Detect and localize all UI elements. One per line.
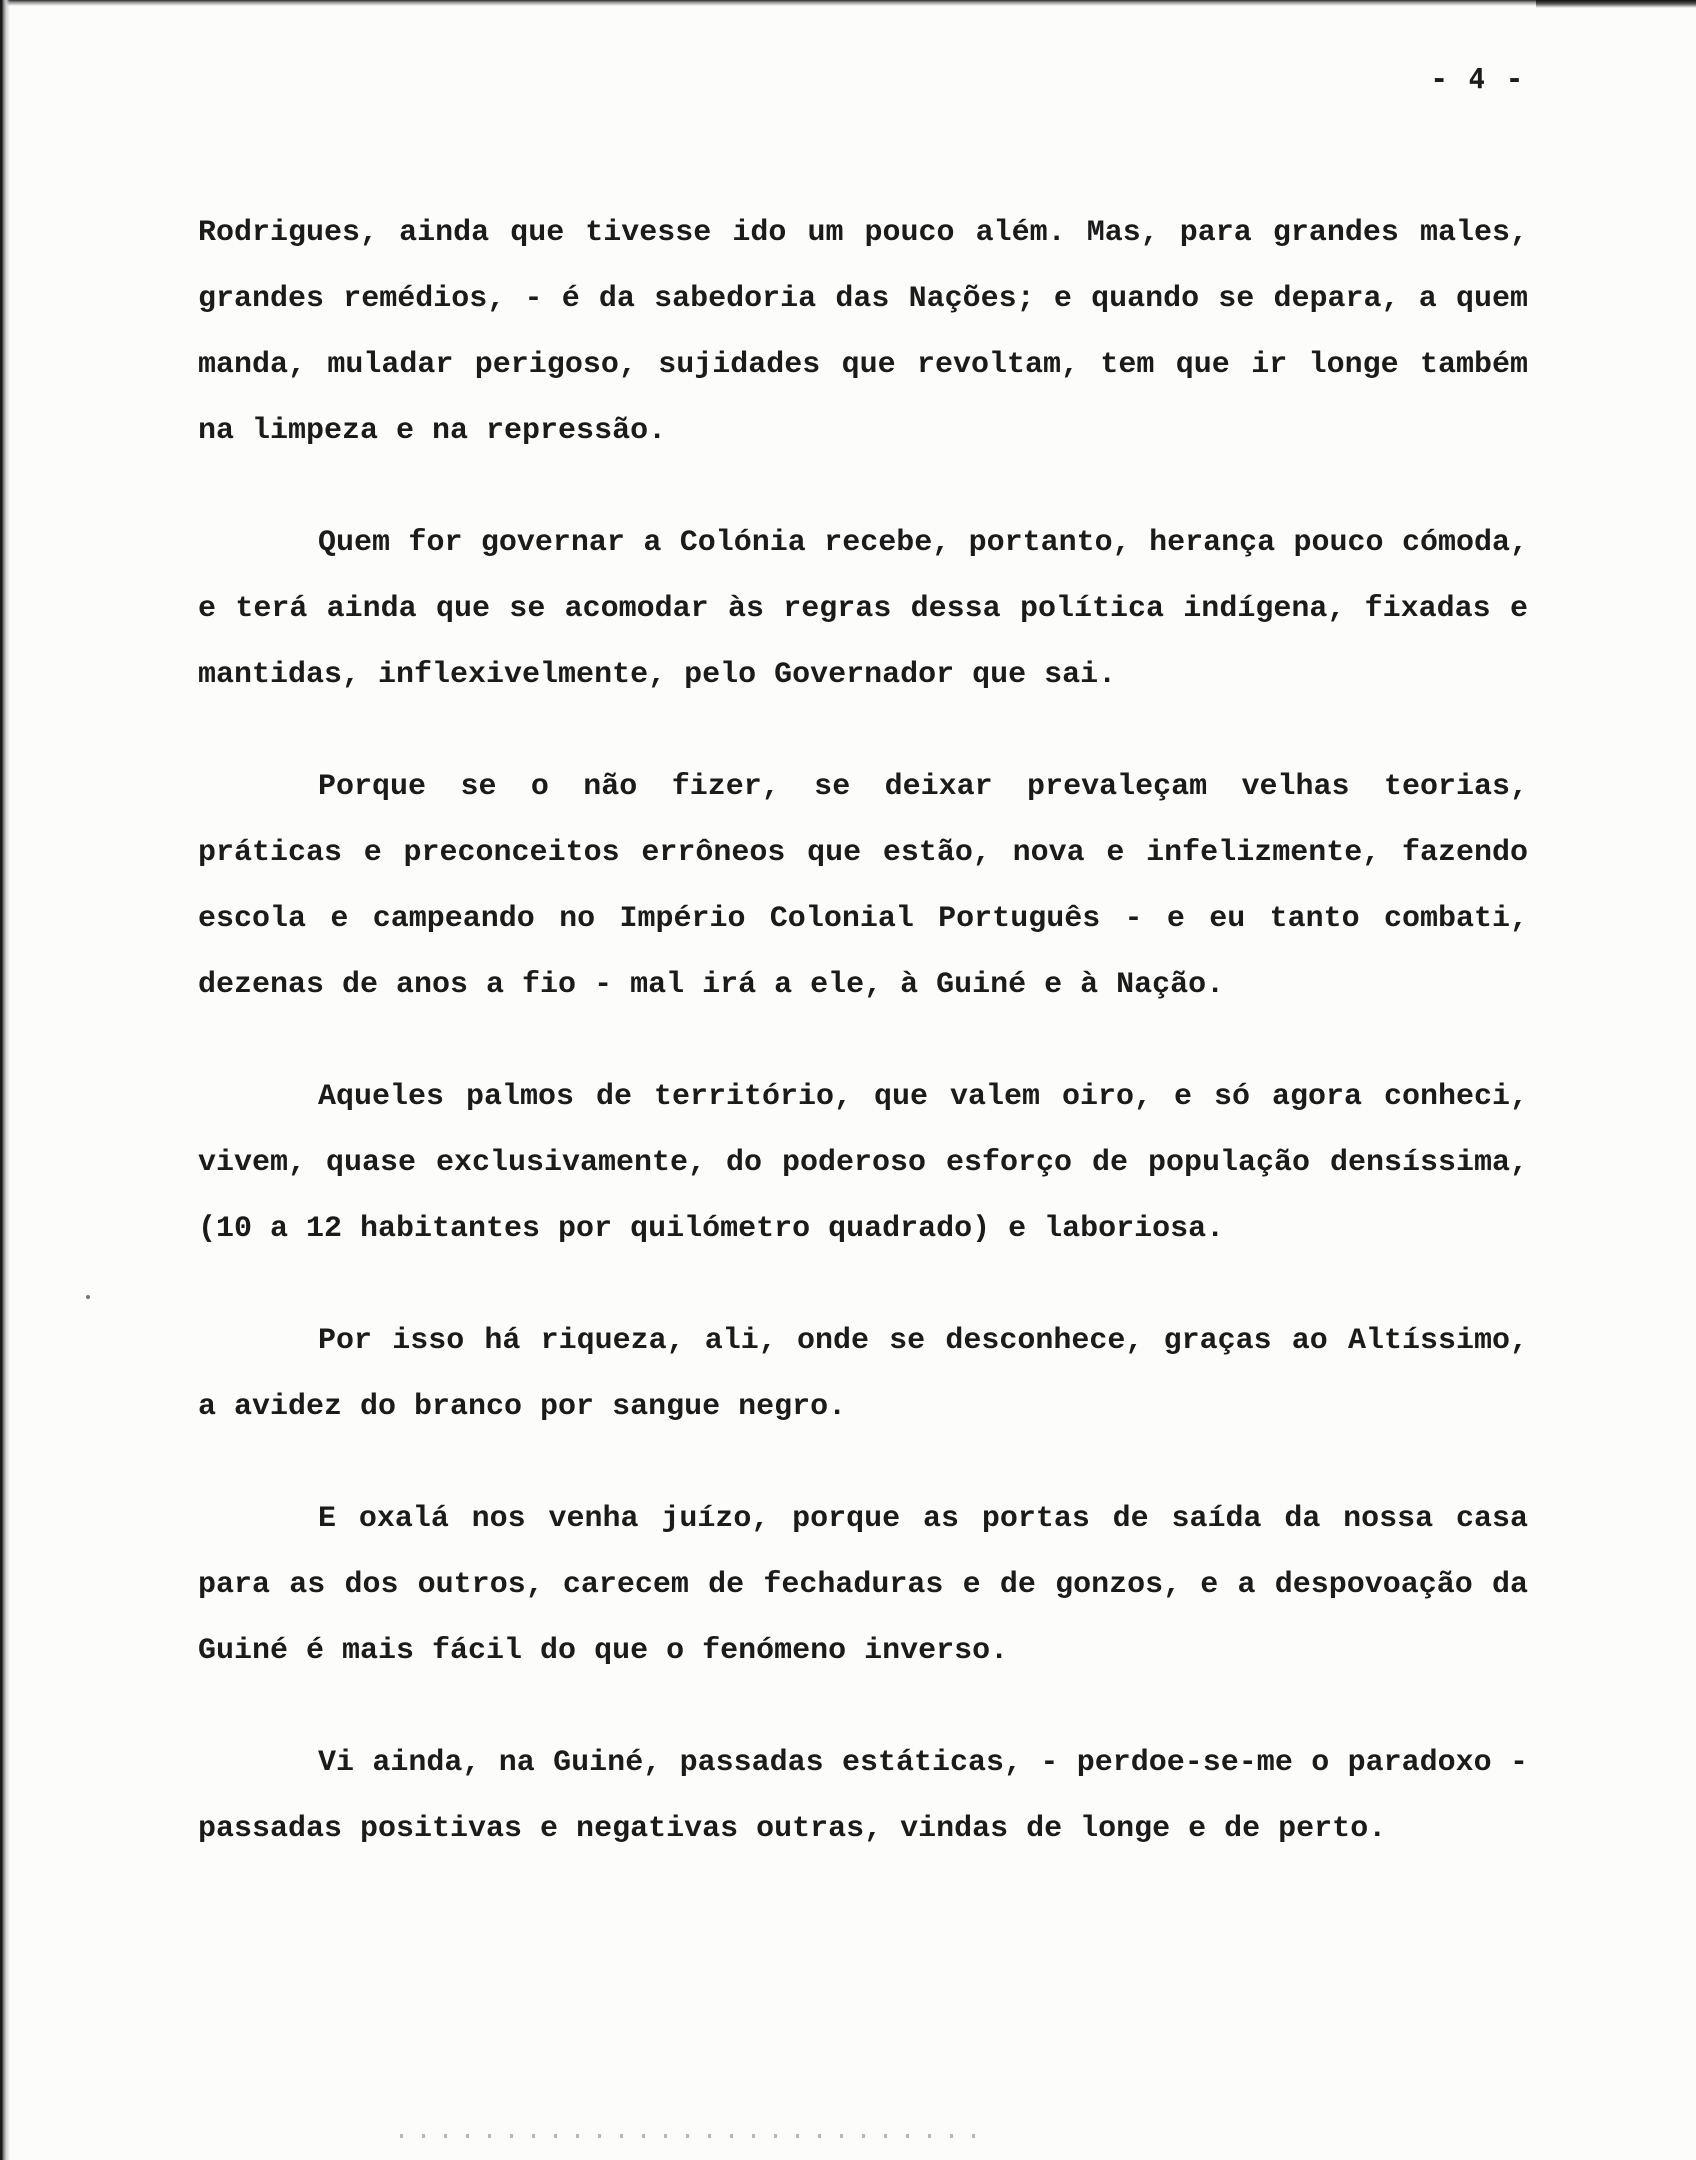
paragraph-6: E oxalá nos venha juízo, porque as portas de saída da nossa casa para as dos outros, carecem de fechaduras e de gonzos, e a despovoação da Guiné é mais fácil do que o fenómeno inverso. bbox=[198, 1502, 1528, 1668]
body-text bbox=[198, 200, 1528, 1908]
paragraph-2: Quem for governar a Colónia recebe, portanto, herança pouco cómoda, e terá ainda que se acomodar às regras dessa política indígena, fixadas e mantidas, inflexivelmente, pelo Governador que sai. bbox=[198, 526, 1528, 692]
paragraph-5: Por isso há riqueza, ali, onde se desconhece, graças ao Altíssimo, a avidez do branco por sangue negro. bbox=[198, 1324, 1528, 1424]
paragraph-3: Porque se o não fizer, se deixar prevaleçam velhas teorias, práticas e preconceitos errôneos que estão, nova e infelizmente, fazendo escola e campeando no Império Colonial Português - e eu tanto combati, dezenas de anos a fio - mal irá a ele, à Guiné e à Nação. bbox=[198, 770, 1528, 1002]
paragraph-7: Vi ainda, na Guiné, passadas estáticas, - perdoe-se-me o paradoxo - passadas positivas e negativas outras, vindas de longe e de perto. bbox=[198, 1746, 1528, 1846]
paragraph-4: Aqueles palmos de território, que valem oiro, e só agora conheci, vivem, quase exclusivamente, do poderoso esforço de população densíssima, (10 a 12 habitantes por quilómetro quadrado) e laboriosa. bbox=[198, 1080, 1528, 1246]
scan-edge-left bbox=[0, 0, 10, 2160]
paragraph-1: Rodrigues, ainda que tivesse ido um pouco além. Mas, para grandes males, grandes remédios, - é da sabedoria das Nações; e quando se depara, a quem manda, muladar perigoso, sujidades que revoltam, tem que ir longe também na limpeza e na repressão. bbox=[198, 216, 1528, 448]
scan-speck bbox=[86, 1295, 90, 1299]
scan-bottom-marks bbox=[400, 2134, 990, 2138]
scan-edge-top-right bbox=[1536, 0, 1696, 8]
page-number: - 4 - bbox=[1430, 62, 1525, 95]
scan-edge-top bbox=[0, 0, 1696, 6]
